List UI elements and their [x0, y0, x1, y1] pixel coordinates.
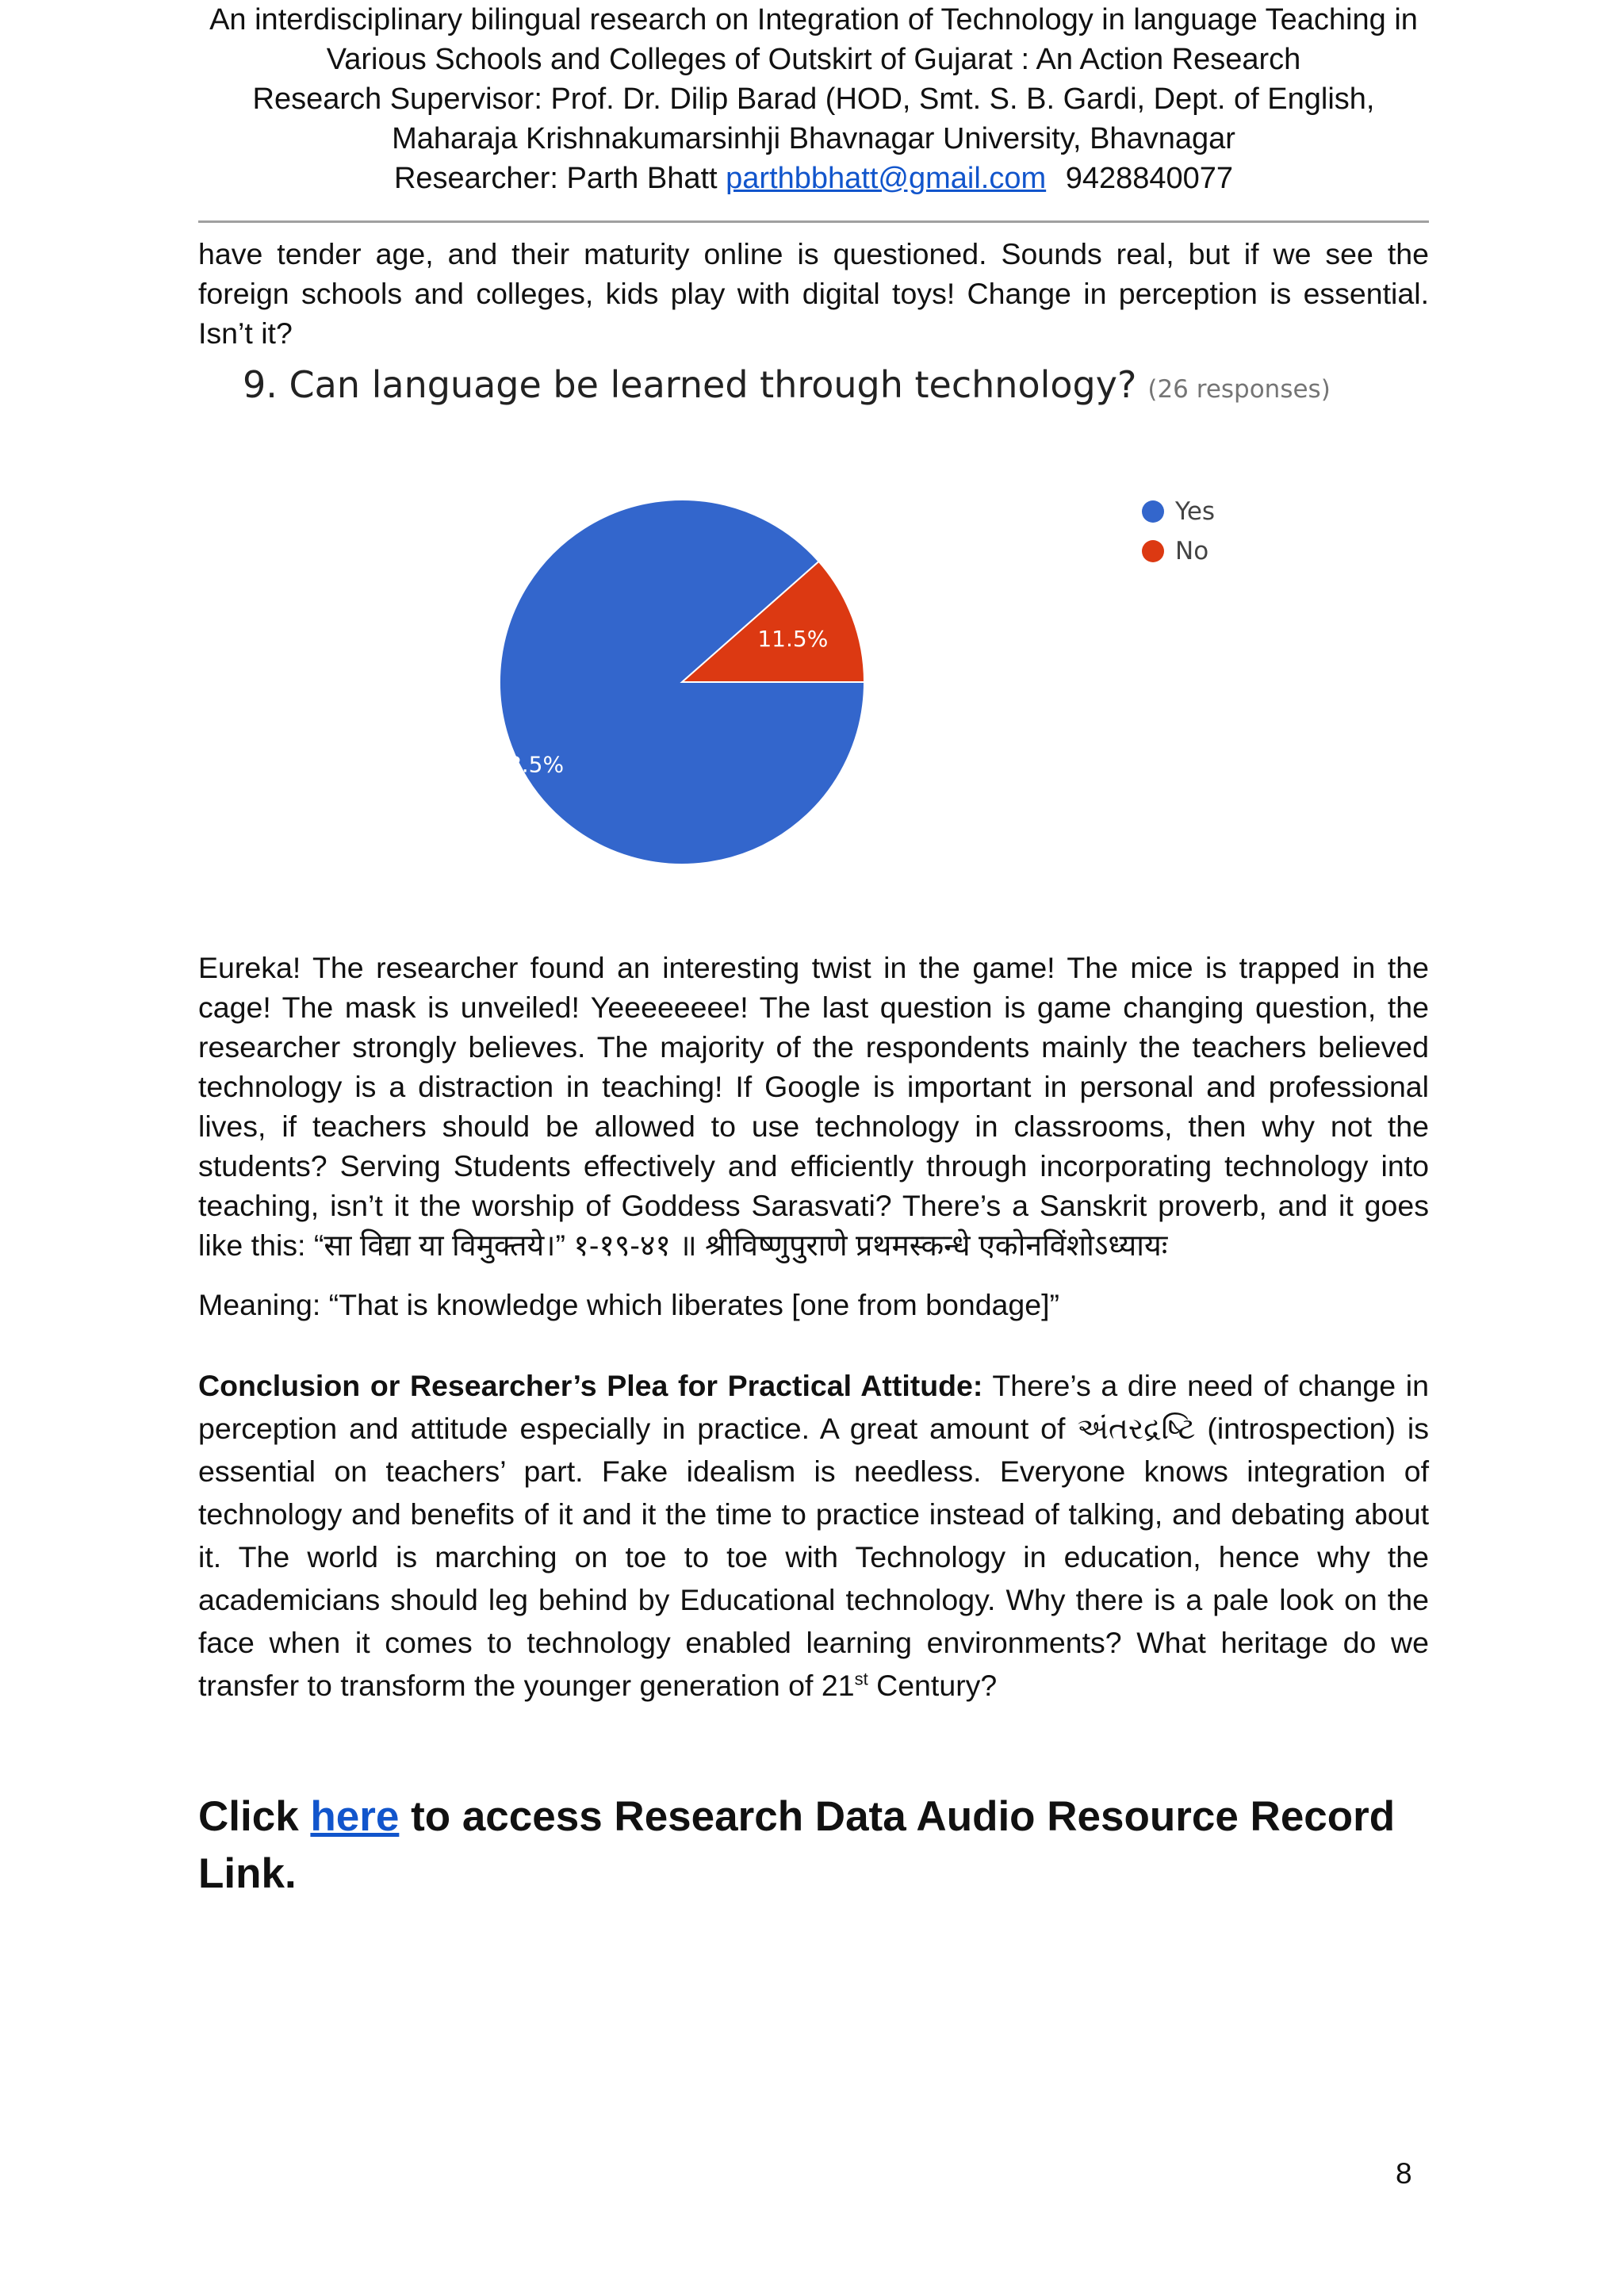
chart-title	[243, 363, 1331, 406]
ordinal-suffix: st	[854, 1669, 868, 1689]
header-line: Various Schools and Colleges of Outskirt of Gujarat : An Action Research	[326, 43, 1301, 76]
legend-label: Yes	[1175, 497, 1216, 526]
pie-chart	[238, 349, 1348, 920]
legend-swatch	[1142, 500, 1164, 523]
conclusion-text-end: Century?	[868, 1669, 998, 1702]
conclusion-text: There’s a dire need of change in perception and attitude especially in practice. A great amount of અંતરદ્રષ્ટિ (introspection) is essential on teachers’ part. Fake idealism is needless. Everyone knows integration of technology and benefits of it and it the time to practice instead of talking, and debating about it. The world is marching on toe to toe with Technology in education, hence why the academicians should leg behind by Educational technology. Why there is a pale look on the face when it comes to technology enabled learning environments? What heritage do we transfer to transform the younger generation of 21	[198, 1369, 1429, 1702]
header-divider	[198, 220, 1429, 223]
chart-legend	[1142, 492, 1215, 571]
pie-label-no: 11.5%	[757, 626, 829, 653]
chart-subtitle: (26 responses)	[1147, 375, 1331, 404]
email-link[interactable]: parthbbhatt@gmail.com	[726, 162, 1047, 195]
audio-resource-link[interactable]: here	[310, 1793, 400, 1840]
call-to-action	[198, 1788, 1429, 1903]
legend-item-yes	[1142, 492, 1215, 531]
cta-prefix: Click	[198, 1793, 311, 1840]
cta-suffix: to access Research Data Audio Resource Record Link.	[198, 1793, 1396, 1897]
page-number: 8	[1396, 2157, 1412, 2190]
legend-item-no	[1142, 531, 1215, 571]
researcher-line	[198, 159, 1429, 198]
chart-title-text: 9. Can language be learned through technology?	[243, 363, 1137, 406]
conclusion-heading: Conclusion or Researcher’s Plea for Practical Attitude:	[198, 1369, 983, 1402]
pie-slice-yes	[500, 500, 864, 864]
header-line: An interdisciplinary bilingual research on Integration of Technology in language Teaching in	[209, 3, 1418, 36]
header-line: Maharaja Krishnakumarsinhji Bhavnagar University, Bhavnagar	[392, 122, 1235, 155]
pie-label-yes: 88.5%	[493, 751, 565, 778]
body-paragraph: Eureka! The researcher found an interesting twist in the game! The mice is trapped in the cage! The mask is unveiled! Yeeeeeeee! The last question is game changing question, the researcher strongly believes. The majority of the respondents mainly the teachers believed technology is a distraction in teaching! If Google is important in personal and professional lives, if teachers should be allowed to use technology in classrooms, then why not the students? Serving Students effectively and efficiently through incorporating technology into teaching, isn’t it the worship of Goddess Sarasvati? There’s a Sanskrit proverb, and it goes like this: “सा विद्या या विमुक्तये।” १-१९-४१ ॥ श्रीविष्णुपुराणे प्रथमस्कन्धे एकोनविंशोऽध्यायः	[198, 951, 1429, 1262]
legend-label: No	[1175, 537, 1209, 565]
pie-chart-svg	[476, 476, 888, 888]
header-line: Research Supervisor: Prof. Dr. Dilip Barad (HOD, Smt. S. B. Gardi, Dept. of English,	[252, 82, 1375, 116]
document-header	[198, 0, 1429, 198]
legend-swatch	[1142, 540, 1164, 562]
researcher-name: Researcher: Parth Bhatt	[393, 162, 718, 195]
meaning-line: Meaning: “That is knowledge which liberates [one from bondage]”	[198, 1288, 1060, 1321]
phone-number: 9428840077	[1065, 162, 1234, 195]
intro-paragraph: have tender age, and their maturity online is questioned. Sounds real, but if we see the foreign schools and colleges, kids play with digital toys! Change in perception is essential. Isn’t it?	[198, 237, 1429, 350]
conclusion-paragraph	[198, 1364, 1429, 1707]
